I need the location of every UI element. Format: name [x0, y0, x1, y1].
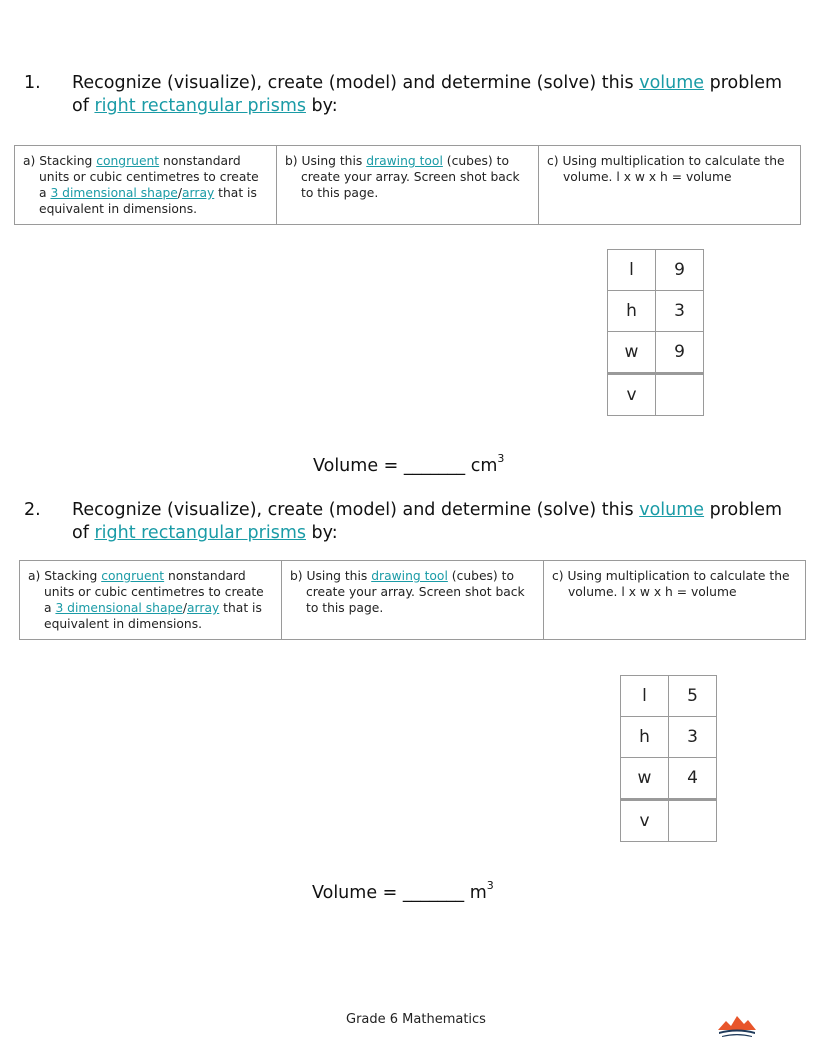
question-1-title: 1. Recognize (visualize), create (model) and determine (solve) this volume problem of right rectangular prisms by:	[24, 73, 783, 116]
dim-label: h	[621, 717, 669, 758]
method-b-cell: b) Using this drawing tool (cubes) to create your array. Screen shot back to this page.	[282, 561, 544, 640]
array-link[interactable]: array	[182, 186, 215, 200]
question-number: 1.	[24, 73, 41, 93]
congruent-link[interactable]: congruent	[101, 569, 165, 583]
volume-answer-line: Volume = _______ $cm^3$	[313, 452, 505, 476]
dim-label: h	[608, 291, 656, 332]
array-link[interactable]: array	[187, 601, 220, 615]
dim-label: l	[621, 676, 669, 717]
dim-value: 3	[669, 717, 717, 758]
question-2-title: 2. Recognize (visualize), create (model) and determine (solve) this volume problem of right rectangular prisms by:	[24, 500, 783, 543]
drawing-tool-link[interactable]: drawing tool	[371, 569, 448, 583]
dimensions-table	[620, 675, 717, 842]
dim-value: 3	[656, 291, 704, 332]
volume-unit: m	[469, 882, 487, 903]
dim-value: 9	[656, 250, 704, 291]
dim-label: w	[621, 758, 669, 800]
method-a-cell: a) Stacking congruent nonstandard units or cubic centimetres to create a 3 dimensional shape/array that is equivalent in dimensions.	[15, 146, 277, 225]
volume-answer-line: Volume = _______ $m^3$	[312, 879, 494, 903]
3d-shape-link[interactable]: 3 dimensional shape	[50, 186, 178, 200]
volume-exponent: 3	[497, 452, 505, 465]
drawing-tool-link[interactable]: drawing tool	[366, 154, 443, 168]
dim-value: 5	[669, 676, 717, 717]
dimensions-table	[607, 249, 704, 416]
dim-label: v	[621, 800, 669, 842]
3d-shape-link[interactable]: 3 dimensional shape	[55, 601, 183, 615]
page-footer: Grade 6 Mathematics	[346, 1012, 486, 1027]
dim-label: v	[608, 374, 656, 416]
mountain-logo-icon	[716, 1010, 758, 1038]
right-rectangular-prisms-link[interactable]: right rectangular prisms	[94, 96, 306, 116]
dim-value: 9	[656, 332, 704, 374]
volume-link[interactable]: volume	[639, 500, 705, 520]
question-number: 2.	[24, 500, 41, 520]
methods-table	[14, 145, 801, 225]
volume-answer-cell[interactable]	[669, 800, 717, 842]
volume-link[interactable]: volume	[639, 73, 705, 93]
volume-exponent: 3	[486, 879, 494, 892]
method-c-cell: c) Using multiplication to calculate the volume. l x w x h = volume	[544, 561, 806, 640]
dim-label: l	[608, 250, 656, 291]
congruent-link[interactable]: congruent	[96, 154, 160, 168]
method-b-cell: b) Using this drawing tool (cubes) to create your array. Screen shot back to this page.	[277, 146, 539, 225]
dim-value: 4	[669, 758, 717, 800]
volume-unit: cm	[470, 455, 498, 476]
method-a-cell: a) Stacking congruent nonstandard units or cubic centimetres to create a 3 dimensional shape/array that is equivalent in dimensions.	[20, 561, 282, 640]
methods-table	[19, 560, 806, 640]
right-rectangular-prisms-link[interactable]: right rectangular prisms	[94, 523, 306, 543]
dim-label: w	[608, 332, 656, 374]
volume-answer-cell[interactable]	[656, 374, 704, 416]
method-c-cell: c) Using multiplication to calculate the volume. l x w x h = volume	[539, 146, 801, 225]
